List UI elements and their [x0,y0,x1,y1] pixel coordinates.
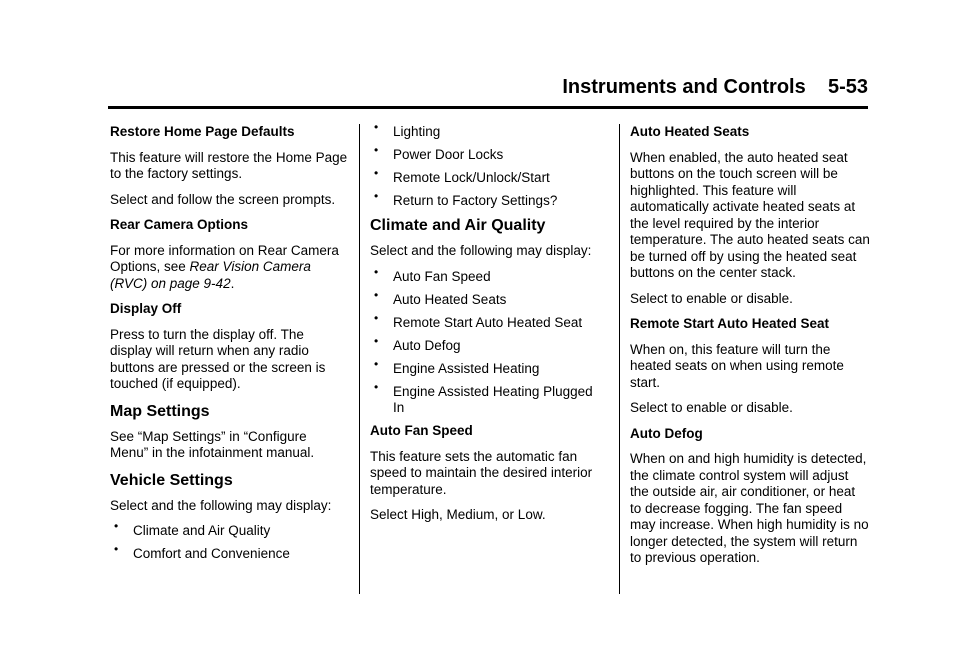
paragraph: Press to turn the display off. The display will return when any radio buttons are pressed or the screen is touched (if equipped). [110,326,326,391]
list-item: • Auto Defog [370,338,606,355]
paragraph: Select to enable or disable. [630,290,793,306]
paragraph: Select High, Medium, or Low. [370,507,546,522]
list-item: • Auto Fan Speed [370,269,606,286]
cross-reference-link[interactable]: Rear Vision Camera (RVC) on page 9-42 [110,259,311,291]
heading-map-settings: Map Settings [110,402,210,420]
paragraph: When on and high humidity is detected, the climate control system will adjust the outside air, air conditioner, or heat to decrease fogging. The fan speed may increase. When high humidity is no longer detected, the system will return to previous operation. [630,451,869,565]
subheading-auto-fan: Auto Fan Speed [370,423,473,438]
heading-climate: Climate and Air Quality [370,217,546,234]
list-item: • Engine Assisted Heating [370,361,606,378]
list-item: • Climate and Air Quality [110,523,348,540]
subheading-rear-camera: Rear Camera Options [110,217,249,232]
list-item: • Lighting [370,124,606,141]
paragraph: Select and the following may display: [370,243,592,258]
page-header [108,76,868,109]
column-3 [630,124,870,576]
list-item: • Power Door Locks [370,147,606,164]
paragraph: Select and follow the screen prompts. [110,191,336,207]
subheading-auto-defog: Auto Defog [630,425,703,441]
subheading-remote-start: Remote Start Auto Heated Seat [630,316,830,331]
list-item: • Engine Assisted Heating Plugged In [370,384,606,417]
paragraph [110,243,348,293]
page-number: 5-53 [827,76,868,98]
list-item: • Remote Start Auto Heated Seat [370,315,606,332]
header-title [562,76,868,99]
section-title: Instruments and Controls [562,76,806,98]
text: For more information on Rear Camera Options, see [110,242,339,274]
list-item: • Comfort and Convenience [110,546,348,563]
paragraph: This feature sets the automatic fan speed to maintain the desired interior temperature. [370,448,593,497]
paragraph: When on, this feature will turn the heated seats on when using remote start. [630,341,844,390]
column-1 [110,124,348,569]
heading-vehicle-settings: Vehicle Settings [110,471,233,489]
list-item: • Auto Heated Seats [370,292,606,309]
paragraph: See “Map Settings” in “Configure Menu” in the infotainment manual. [110,428,315,460]
paragraph: Select and the following may display: [110,497,332,513]
column-divider [359,124,360,594]
paragraph: When enabled, the auto heated seat buttons on the touch screen will be highlighted. This feature will automatically activate heated seats at the level required by the interior temperature. The auto heated seats can be turned off by using the heated seat buttons on the center stack. [630,149,870,280]
subheading-restore: Restore Home Page Defaults [110,124,295,139]
column-divider [619,124,620,594]
paragraph: Select to enable or disable. [630,400,793,415]
subheading-auto-heated-seats: Auto Heated Seats [630,124,750,139]
subheading-display-off: Display Off [110,301,182,316]
list-item: • Remote Lock/Unlock/Start [370,170,606,187]
paragraph: This feature will restore the Home Page to the factory settings. [110,149,348,181]
list-item: • Return to Factory Settings? [370,193,606,210]
column-2 [370,124,606,533]
text: . [230,275,235,291]
